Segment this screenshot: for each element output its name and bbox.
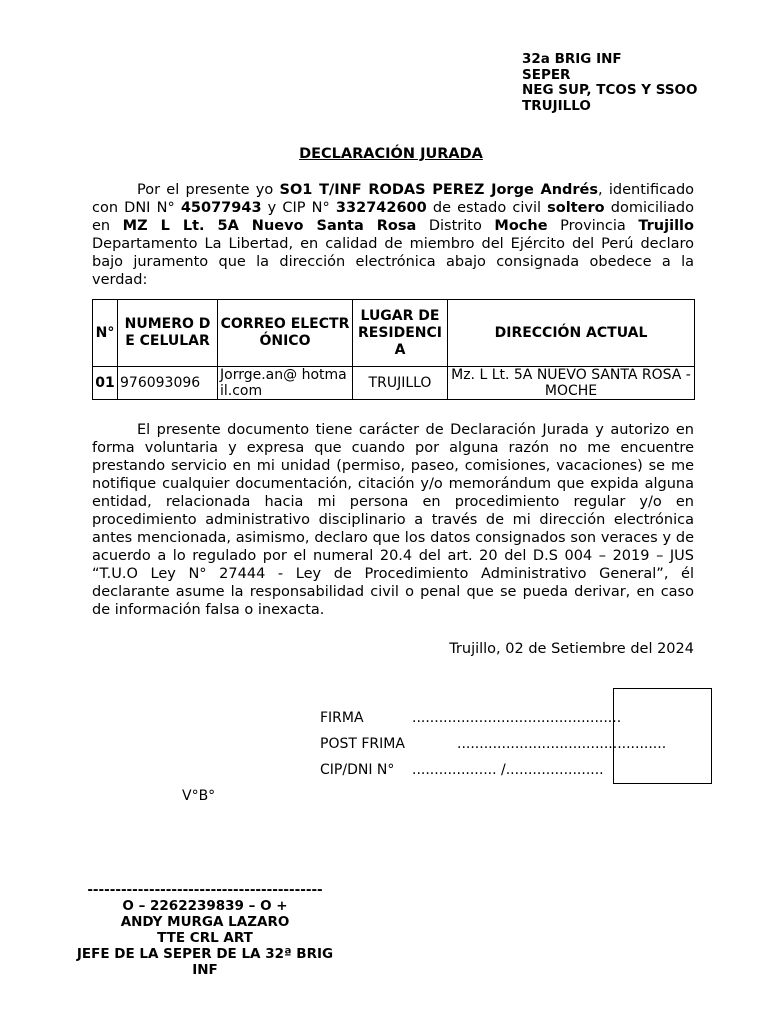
place-date: Trujillo, 02 de Setiembre del 2024 [449,641,694,657]
intro-text: de estado civil [426,200,548,216]
declarant-name: SO1 T/INF RODAS PEREZ Jorge Andrés [279,182,599,198]
approval-mark: V°B° [182,788,216,804]
post-signature-dots: ............................................... [457,736,667,752]
header-block [522,52,702,114]
cip-dni-label: CIP/DNI N° [320,762,395,778]
intro-text: y CIP N° [261,200,336,216]
intro-text: , identificado con DNI N° [92,182,695,216]
header-email: CORREO ELECTRÓNICO [218,300,353,367]
header-line-section: NEG SUP, TCOS Y SSOO [522,82,698,98]
cip-number: 332742600 [335,200,427,216]
header-number: N° [93,300,118,367]
firma-dots: ............................................... [412,710,622,726]
cell-address: Mz. L Lt. 5A NUEVO SANTA ROSA - MOCHE [448,367,695,400]
contact-table [92,299,695,400]
district: Moche [494,218,548,234]
firma-label: FIRMA [320,710,364,726]
signatory-name: ANDY MURGA LAZARO [120,914,290,930]
header-address: DIRECCIÓN ACTUAL [448,300,695,367]
signatory-role: JEFE DE LA SEPER DE LA 32ª BRIG INF [76,946,334,978]
cell-phone: 976093096 [118,367,218,400]
fingerprint-box [613,688,712,784]
header-phone: NUMERO DE CELULAR [118,300,218,367]
intro-text: Por el presente yo [137,182,280,198]
home-address: MZ L Lt. 5A Nuevo Santa Rosa [122,218,417,234]
civil-status: soltero [547,200,605,216]
header-line-office: SEPER [522,66,571,83]
table-row [93,367,695,400]
post-signature-line [320,736,667,752]
intro-text: domiciliado en [92,200,695,234]
cip-dni-line [320,762,613,778]
declaration-body: El presente documento tiene carácter de Declaración Jurada y autorizo en forma voluntaria y expresa que cuando por alguna razón no me encuentre prestando servicio en mi unidad (permiso, paseo, comisiones, vacaciones) se me notifique cualquier documentación, citación y/o memorándum que expida alguna entidad, relacionada hacia mi persona en procedimiento regular y/o en procedimiento administrativo disciplinario a través de mi dirección electrónica antes mencionada, asimismo, declaro que los datos consignados son veraces y de acuerdo a lo regulado por el numeral 20.4 del art. 20 del D.S 004 – 2019 – JUS “T.U.O Ley N° 27444 - Ley de Procedimiento Administrativo General”, él declarante asume la responsabilidad civil o penal que se pueda derivar, en caso de información falsa o inexacta. [92,422,694,618]
cell-number: 01 [93,367,118,400]
document-title: DECLARACIÓN JURADA [299,146,483,162]
header-line-city: TRUJILLO [522,97,591,114]
cell-residence: TRUJILLO [353,367,448,400]
intro-paragraph [92,181,694,289]
dni-number: 45077943 [180,200,262,216]
signatory-rank: TTE CRL ART [157,930,253,946]
cip-dni-dots: ................... /...................... [412,762,604,778]
intro-text: Departamento La Libertad, en calidad de miembro del Ejército del Perú declaro bajo juramento que la dirección electrónica abajo consignada obedece a la verdad: [92,236,694,288]
header-line-unit: 32a BRIG INF [522,51,622,67]
intro-text: Provincia [547,218,639,234]
province: Trujillo [638,218,694,234]
table-header-row [93,300,695,367]
signatory-code: O – 2262239839 – O + [122,898,288,914]
signatory-block [70,882,340,978]
post-signature-label: POST FRIMA [320,736,405,752]
signature-rule: ------------------------------------------ [87,882,323,898]
signature-line [320,710,622,726]
header-residence: LUGAR DE RESIDENCIA [353,300,448,367]
cell-email: Jorrge.an@ hotmail.com [218,367,353,400]
intro-text: Distrito [416,218,495,234]
